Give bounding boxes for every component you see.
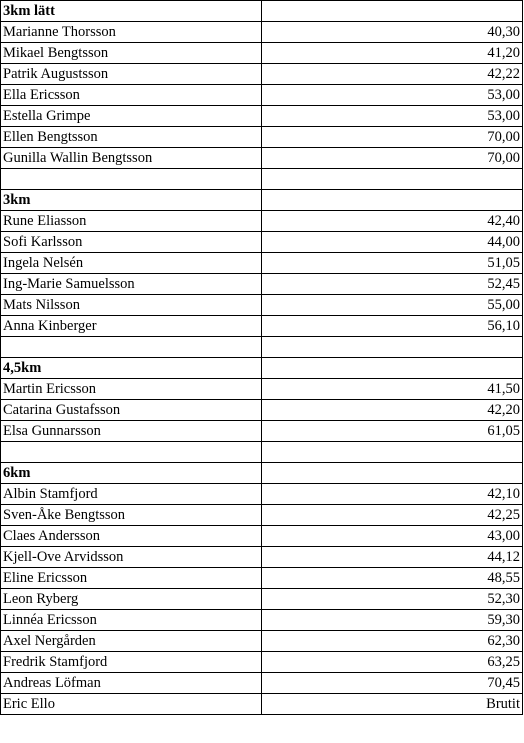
finish-time: 59,30 — [262, 610, 523, 631]
table-row — [1, 526, 523, 547]
table-row — [1, 316, 523, 337]
finish-time: 44,12 — [262, 547, 523, 568]
finish-time: 52,30 — [262, 589, 523, 610]
participant-name: Fredrik Stamfjord — [1, 652, 262, 673]
finish-time: 44,00 — [262, 232, 523, 253]
table-row — [1, 295, 523, 316]
empty-cell — [1, 169, 262, 190]
finish-time: 52,45 — [262, 274, 523, 295]
participant-name: Ing-Marie Samuelsson — [1, 274, 262, 295]
section-title: 3km lätt — [1, 1, 262, 22]
participant-name: Marianne Thorsson — [1, 22, 262, 43]
empty-cell — [1, 442, 262, 463]
participant-name: Kjell-Ove Arvidsson — [1, 547, 262, 568]
participant-name: Andreas Löfman — [1, 673, 262, 694]
participant-name: Elsa Gunnarsson — [1, 421, 262, 442]
section-heading-row — [1, 1, 523, 22]
participant-name: Eline Ericsson — [1, 568, 262, 589]
participant-name: Catarina Gustafsson — [1, 400, 262, 421]
participant-name: Claes Andersson — [1, 526, 262, 547]
table-row — [1, 64, 523, 85]
participant-name: Ellen Bengtsson — [1, 127, 262, 148]
section-title-blank-cell — [262, 1, 523, 22]
table-row — [1, 547, 523, 568]
section-title: 3km — [1, 190, 262, 211]
table-row — [1, 106, 523, 127]
finish-time: 63,25 — [262, 652, 523, 673]
participant-name: Gunilla Wallin Bengtsson — [1, 148, 262, 169]
table-row — [1, 232, 523, 253]
section-title: 6km — [1, 463, 262, 484]
finish-time: 42,22 — [262, 64, 523, 85]
participant-name: Mats Nilsson — [1, 295, 262, 316]
finish-time: 53,00 — [262, 85, 523, 106]
finish-time: 53,00 — [262, 106, 523, 127]
empty-cell — [262, 442, 523, 463]
table-row — [1, 421, 523, 442]
participant-name: Linnéa Ericsson — [1, 610, 262, 631]
spacer-row — [1, 169, 523, 190]
table-row — [1, 274, 523, 295]
spacer-row — [1, 442, 523, 463]
table-row — [1, 505, 523, 526]
finish-time: 56,10 — [262, 316, 523, 337]
finish-time: 48,55 — [262, 568, 523, 589]
section-title-blank-cell — [262, 190, 523, 211]
table-row — [1, 253, 523, 274]
finish-time: 42,40 — [262, 211, 523, 232]
section-title-blank-cell — [262, 463, 523, 484]
table-row — [1, 631, 523, 652]
table-row — [1, 148, 523, 169]
table-row — [1, 400, 523, 421]
finish-time: 51,05 — [262, 253, 523, 274]
participant-name: Rune Eliasson — [1, 211, 262, 232]
participant-name: Anna Kinberger — [1, 316, 262, 337]
table-row — [1, 694, 523, 715]
participant-name: Sofi Karlsson — [1, 232, 262, 253]
table-row — [1, 568, 523, 589]
finish-time: 62,30 — [262, 631, 523, 652]
finish-time: 55,00 — [262, 295, 523, 316]
participant-name: Albin Stamfjord — [1, 484, 262, 505]
table-row — [1, 211, 523, 232]
table-row — [1, 85, 523, 106]
section-heading-row — [1, 463, 523, 484]
table-row — [1, 22, 523, 43]
participant-name: Sven-Åke Bengtsson — [1, 505, 262, 526]
section-heading-row — [1, 190, 523, 211]
finish-time: Brutit — [262, 694, 523, 715]
table-row — [1, 43, 523, 64]
participant-name: Eric Ello — [1, 694, 262, 715]
finish-time: 43,00 — [262, 526, 523, 547]
finish-time: 42,10 — [262, 484, 523, 505]
participant-name: Axel Nergården — [1, 631, 262, 652]
participant-name: Mikael Bengtsson — [1, 43, 262, 64]
finish-time: 70,00 — [262, 148, 523, 169]
participant-name: Ingela Nelsén — [1, 253, 262, 274]
finish-time: 42,20 — [262, 400, 523, 421]
finish-time: 70,45 — [262, 673, 523, 694]
table-row — [1, 484, 523, 505]
section-title-blank-cell — [262, 358, 523, 379]
table-row — [1, 589, 523, 610]
section-heading-row — [1, 358, 523, 379]
table-row — [1, 127, 523, 148]
finish-time: 61,05 — [262, 421, 523, 442]
empty-cell — [262, 169, 523, 190]
section-title: 4,5km — [1, 358, 262, 379]
empty-cell — [1, 337, 262, 358]
table-row — [1, 652, 523, 673]
finish-time: 42,25 — [262, 505, 523, 526]
spacer-row — [1, 337, 523, 358]
participant-name: Leon Ryberg — [1, 589, 262, 610]
participant-name: Estella Grimpe — [1, 106, 262, 127]
participant-name: Ella Ericsson — [1, 85, 262, 106]
table-row — [1, 379, 523, 400]
finish-time: 70,00 — [262, 127, 523, 148]
finish-time: 41,20 — [262, 43, 523, 64]
finish-time: 41,50 — [262, 379, 523, 400]
results-table-body — [1, 1, 523, 715]
participant-name: Martin Ericsson — [1, 379, 262, 400]
empty-cell — [262, 337, 523, 358]
finish-time: 40,30 — [262, 22, 523, 43]
table-row — [1, 610, 523, 631]
table-row — [1, 673, 523, 694]
participant-name: Patrik Augustsson — [1, 64, 262, 85]
